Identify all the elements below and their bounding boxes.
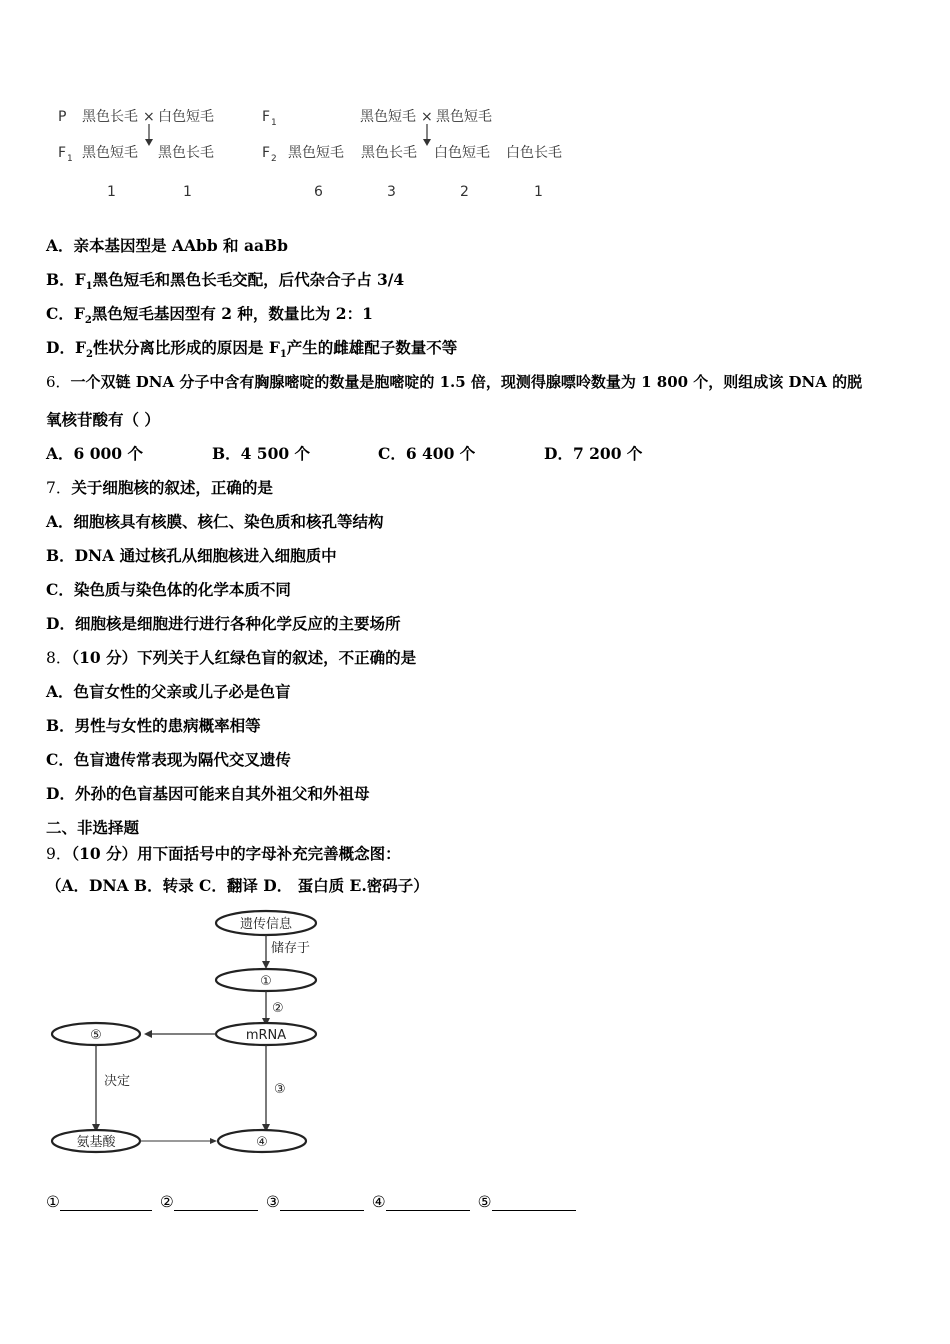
q8-option-d: D．外孙的色盲基因可能来自其外祖父和外祖母 — [46, 784, 370, 803]
answer-blank-2[interactable] — [174, 1194, 258, 1211]
edge-2-label: ② — [272, 1001, 284, 1016]
arrow-head-icon — [145, 139, 153, 146]
q7-option-a: A．细胞核具有核膜、核仁、染色质和核孔等结构 — [46, 512, 384, 531]
f1r-parent2: 黑色短毛 — [436, 109, 492, 125]
q6-stem: 6．一个双链 DNA 分子中含有胸腺嘧啶的数量是胞嘧啶的 1.5 倍，现测得腺嘌呤数量为 1 800 个，则组成该 DNA 的脱 — [46, 373, 863, 391]
q8-option-b: B．男性与女性的患病概率相等 — [46, 716, 261, 735]
node-4-label: ④ — [256, 1135, 268, 1150]
q8-option-a: A．色盲女性的父亲或儿子必是色盲 — [46, 682, 291, 701]
q9-choices: （A．DNA B．转录 C．翻译 D． 蛋白质 E.密码子） — [46, 876, 429, 895]
section-heading: 二、非选择题 — [46, 818, 140, 837]
cross-symbol-2: × — [421, 109, 433, 125]
arrow-head-icon — [262, 961, 270, 969]
node-1-label: ① — [260, 974, 272, 989]
p-label: P — [58, 109, 67, 125]
answer-blank-4[interactable] — [386, 1194, 470, 1211]
f2-pheno2: 黑色长毛 — [361, 145, 417, 161]
f2-pheno3: 白色短毛 — [434, 145, 490, 161]
arrow-head-icon — [423, 139, 431, 146]
q7-option-d: D．细胞核是细胞进行进行各种化学反应的主要场所 — [46, 614, 401, 633]
concept-map-diagram — [0, 900, 400, 1170]
edge-3-label: ③ — [274, 1082, 286, 1097]
q6-stem-cont: 氧核苷酸有（ ） — [46, 410, 160, 429]
f1-pheno1: 黑色短毛 — [82, 145, 138, 161]
f2-sub: 2 — [271, 154, 277, 164]
answer-blank-5[interactable] — [492, 1194, 576, 1211]
answer-blank-3[interactable] — [280, 1194, 364, 1211]
f2-ratio1: 6 — [314, 184, 323, 200]
f1r-parent1: 黑色短毛 — [360, 109, 416, 125]
q6-option-c: C．6 400 个 — [378, 444, 476, 463]
blank-label-3: ③ — [265, 1193, 280, 1211]
q8-option-c: C．色盲遗传常表现为隔代交叉遗传 — [46, 750, 291, 769]
f2-label: F — [262, 145, 271, 161]
q5-option-a: A．亲本基因型是 AAbb 和 aaBb — [46, 236, 288, 255]
node-mrna-label: mRNA — [245, 1028, 287, 1043]
answer-blanks — [46, 1193, 584, 1211]
answer-blank-1[interactable] — [60, 1194, 152, 1211]
q7-option-b: B．DNA 通过核孔从细胞核进入细胞质中 — [46, 546, 337, 565]
blank-label-2: ② — [159, 1193, 174, 1211]
node-genetic-info-label: 遗传信息 — [239, 917, 293, 932]
q5-option-d: D．$F_2$性状分离比形成的原因是 $F_1$产生的雌雄配子数量不等 — [46, 338, 458, 361]
q9-stem: 9．（10 分）用下面括号中的字母补充完善概念图： — [46, 844, 401, 863]
blank-label-4: ④ — [371, 1193, 386, 1211]
f1-pheno2: 黑色长毛 — [158, 145, 214, 161]
q6-option-a: A．6 000 个 — [46, 444, 143, 463]
f1r-sub: 1 — [271, 118, 277, 128]
q7-stem: 7．关于细胞核的叙述，正确的是 — [46, 478, 273, 497]
q5-option-c: C．$F_2$黑色短毛基因型有 2 种，数量比为 2：1 — [46, 304, 373, 327]
cross-symbol: × — [143, 109, 155, 125]
f2-ratio2: 3 — [387, 184, 396, 200]
q5-option-b: B．$F_1$黑色短毛和黑色长毛交配，后代杂合子占 3/4 — [46, 270, 405, 293]
arrow-head-icon — [210, 1138, 217, 1144]
f1-label: F — [58, 145, 67, 161]
f2-pheno4: 白色长毛 — [506, 145, 562, 161]
f2-ratio3: 2 — [460, 184, 469, 200]
f1r-label: F — [262, 109, 271, 125]
q6-option-b: B．4 500 个 — [212, 444, 311, 463]
arrow-head-icon — [144, 1030, 152, 1038]
node-amino-acid-label: 氨基酸 — [76, 1135, 116, 1150]
edge-decide-label: 决定 — [104, 1074, 131, 1089]
f1-sub: 1 — [67, 154, 73, 164]
q7-option-c: C．染色质与染色体的化学本质不同 — [46, 580, 291, 599]
p-parent1: 黑色长毛 — [82, 109, 138, 125]
p-parent2: 白色短毛 — [158, 109, 214, 125]
edge-store-label: 储存于 — [271, 941, 311, 956]
genetic-cross-diagram — [0, 0, 950, 210]
blank-label-5: ⑤ — [477, 1193, 492, 1211]
f2-pheno1: 黑色短毛 — [288, 145, 344, 161]
f1-ratio2: 1 — [183, 184, 192, 200]
node-5-label: ⑤ — [90, 1028, 102, 1043]
blank-label-1: ① — [46, 1193, 60, 1211]
q6-options — [46, 444, 642, 464]
f2-ratio4: 1 — [534, 184, 543, 200]
q8-stem: 8．（10 分）下列关于人红绿色盲的叙述，不正确的是 — [46, 648, 417, 667]
q6-option-d: D．7 200 个 — [544, 444, 643, 463]
f1-ratio1: 1 — [107, 184, 116, 200]
